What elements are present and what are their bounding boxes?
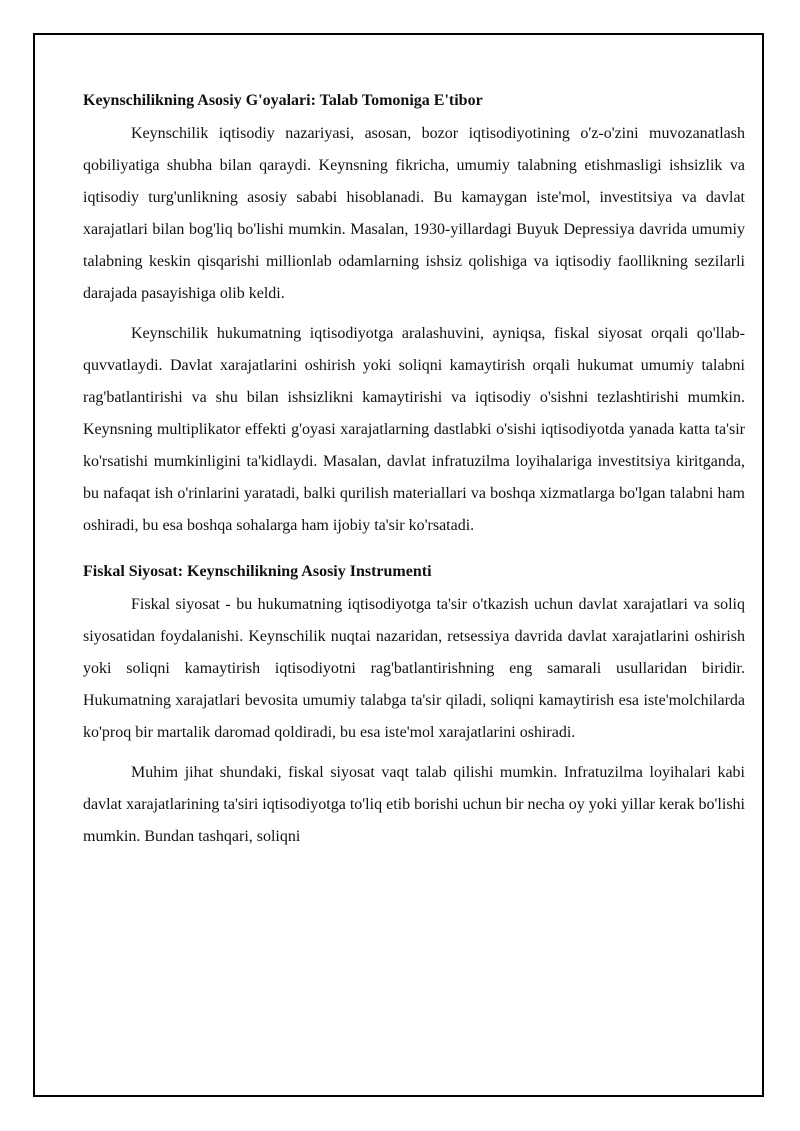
section-heading-fiscal-policy: Fiskal Siyosat: Keynschilikning Asosiy Instrumenti	[83, 563, 432, 580]
paragraph: Fiskal siyosat - bu hukumatning iqtisodiyotga ta'sir o'tkazish uchun davlat xarajatlari va soliq siyosatidan foydalanishi. Keynschilik nuqtai nazaridan, retsessiya davrida davlat xarajatlarini oshirish yoki soliqni kamaytirish iqtisodiyotni rag'batlantirishning eng samarali usullaridan biridir. Hukumatning xarajatlari bevosita umumiy talabga ta'sir qiladi, soliqni kamaytirish esa iste'molchilarda ko'proq bir martalik daromad qoldiradi, bu esa iste'mol xarajatlarini oshiradi.	[83, 596, 745, 741]
document-body	[83, 75, 745, 1095]
paragraph: Keynschilik hukumatning iqtisodiyotga aralashuvini, ayniqsa, fiskal siyosat orqali qo'llab-quvvatlaydi. Davlat xarajatlarini oshirish yoki soliqni kamaytirish orqali hukumat umumiy talabni rag'batlantirishi va shu bilan ishsizlikni kamaytirishi va iqtisodiy o'sishni tezlashtirishi mumkin. Keynsning multiplikator effekti g'oyasi xarajatlarning dastlabki o'sishi iqtisodiyotda yanada katta ta'sir ko'rsatishi mumkinligini ta'kidlaydi. Masalan, davlat infratuzilma loyihalariga investitsiya kiritganda, bu nafaqat ish o'rinlarini yaratadi, balki qurilish materiallari va boshqa xizmatlarga bo'lgan talabni ham oshiradi, bu esa boshqa sohalarga ham ijobiy ta'sir ko'rsatadi.	[83, 325, 745, 534]
paragraph: Muhim jihat shundaki, fiskal siyosat vaqt talab qilishi mumkin. Infratuzilma loyihalari kabi davlat xarajatlarining ta'siri iqtisodiyotga to'liq etib borishi uchun bir necha oy yoki yillar kerak bo'lishi mumkin. Bundan tashqari, soliqni	[83, 764, 745, 845]
section-heading-keynesian-ideas: Keynschilikning Asosiy G'oyalari: Talab Tomoniga E'tibor	[83, 92, 483, 109]
paragraph: Keynschilik iqtisodiy nazariyasi, asosan, bozor iqtisodiyotining o'z-o'zini muvozanatlash qobiliyatiga shubha bilan qaraydi. Keynsning fikricha, umumiy talabning etishmasligi ishsizlik va iqtisodiy turg'unlikning asosiy sababi hisoblanadi. Bu kamaygan iste'mol, investitsiya va davlat xarajatlari bilan bog'liq bo'lishi mumkin. Masalan, 1930-yillardagi Buyuk Depressiya davrida umumiy talabning keskin qisqarishi millionlab odamlarning ishsiz qolishiga va iqtisodiy faollikning sezilarli darajada pasayishiga olib keldi.	[83, 125, 745, 302]
